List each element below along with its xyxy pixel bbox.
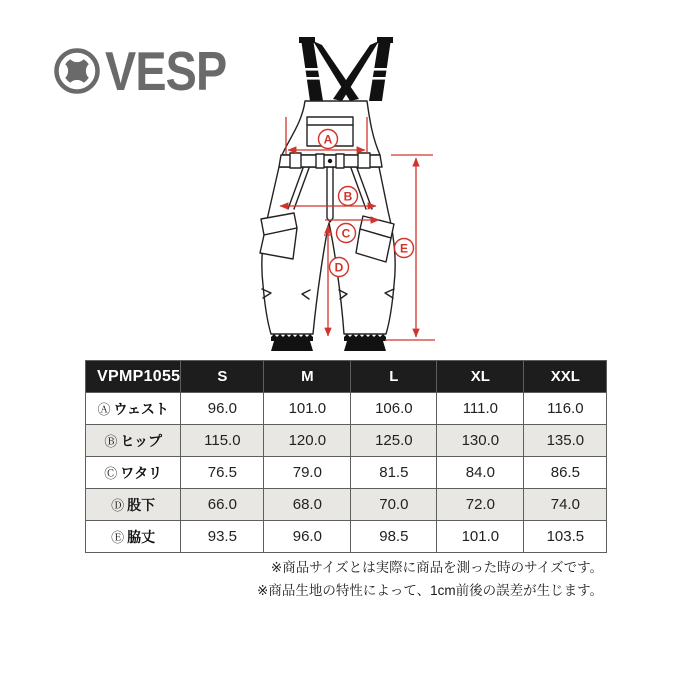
row-label: ウェスト [113,400,169,417]
row-marker: Ⓒ [104,465,118,481]
model-number: VPMP1055 [86,361,181,393]
size-table [85,360,607,553]
table-row-side-length [86,521,607,553]
size-col-xxl: XXL [524,361,607,393]
table-row-waist [86,393,607,425]
cell-value: 84.0 [437,457,524,489]
cell-value: 130.0 [437,425,524,457]
leg-cuffs [271,334,386,351]
svg-text:E: E [399,241,409,256]
size-col-xl: XL [437,361,524,393]
cell-value: 101.0 [437,521,524,553]
cell-value: 96.0 [181,393,264,425]
cell-value: 116.0 [524,393,607,425]
row-marker: Ⓔ [111,529,125,545]
cell-value: 120.0 [264,425,351,457]
brand-name: VESP [105,42,227,100]
cell-value: 66.0 [181,489,264,521]
size-table-header [86,361,607,393]
cell-value: 68.0 [264,489,351,521]
table-row-thigh [86,457,607,489]
table-row-hip [86,425,607,457]
row-label: 股下 [127,496,156,513]
marker-d-inseam [330,258,349,277]
marker-e-side-length [395,239,414,258]
footnotes [85,556,603,602]
size-col-s: S [181,361,264,393]
row-marker: Ⓑ [104,433,118,449]
cell-value: 86.5 [524,457,607,489]
vesp-aperture-icon [57,51,98,92]
row-label: ヒップ [120,432,162,449]
svg-text:A: A [323,132,333,147]
row-marker: Ⓐ [97,401,111,417]
cell-value: 70.0 [351,489,437,521]
cell-value: 76.5 [181,457,264,489]
size-col-l: L [351,361,437,393]
cell-value: 115.0 [181,425,264,457]
cell-value: 135.0 [524,425,607,457]
row-label: 脇丈 [127,528,156,545]
table-row-inseam [86,489,607,521]
cell-value: 101.0 [264,393,351,425]
cell-value: 106.0 [351,393,437,425]
footnote-line: ※商品生地の特性によって、1cm前後の誤差が生じます。 [257,583,603,598]
footnote-line: ※商品サイズとは実際に商品を測った時のサイズです。 [270,560,603,575]
size-col-m: M [264,361,351,393]
marker-b-hip [339,187,358,206]
cell-value: 98.5 [351,521,437,553]
cell-value: 103.5 [524,521,607,553]
cell-value: 72.0 [437,489,524,521]
brand-logo [50,42,250,100]
row-marker: Ⓓ [111,497,125,513]
cell-value: 111.0 [437,393,524,425]
marker-a-waist [319,130,338,149]
pants-measurement-diagram [230,30,630,360]
marker-c-thigh [337,224,356,243]
cell-value: 81.5 [351,457,437,489]
svg-text:C: C [341,226,351,241]
svg-text:B: B [343,189,353,204]
cell-value: 125.0 [351,425,437,457]
svg-text:D: D [334,260,344,275]
cell-value: 79.0 [264,457,351,489]
row-label: ワタリ [120,464,163,481]
cell-value: 96.0 [264,521,351,553]
cell-value: 74.0 [524,489,607,521]
cell-value: 93.5 [181,521,264,553]
